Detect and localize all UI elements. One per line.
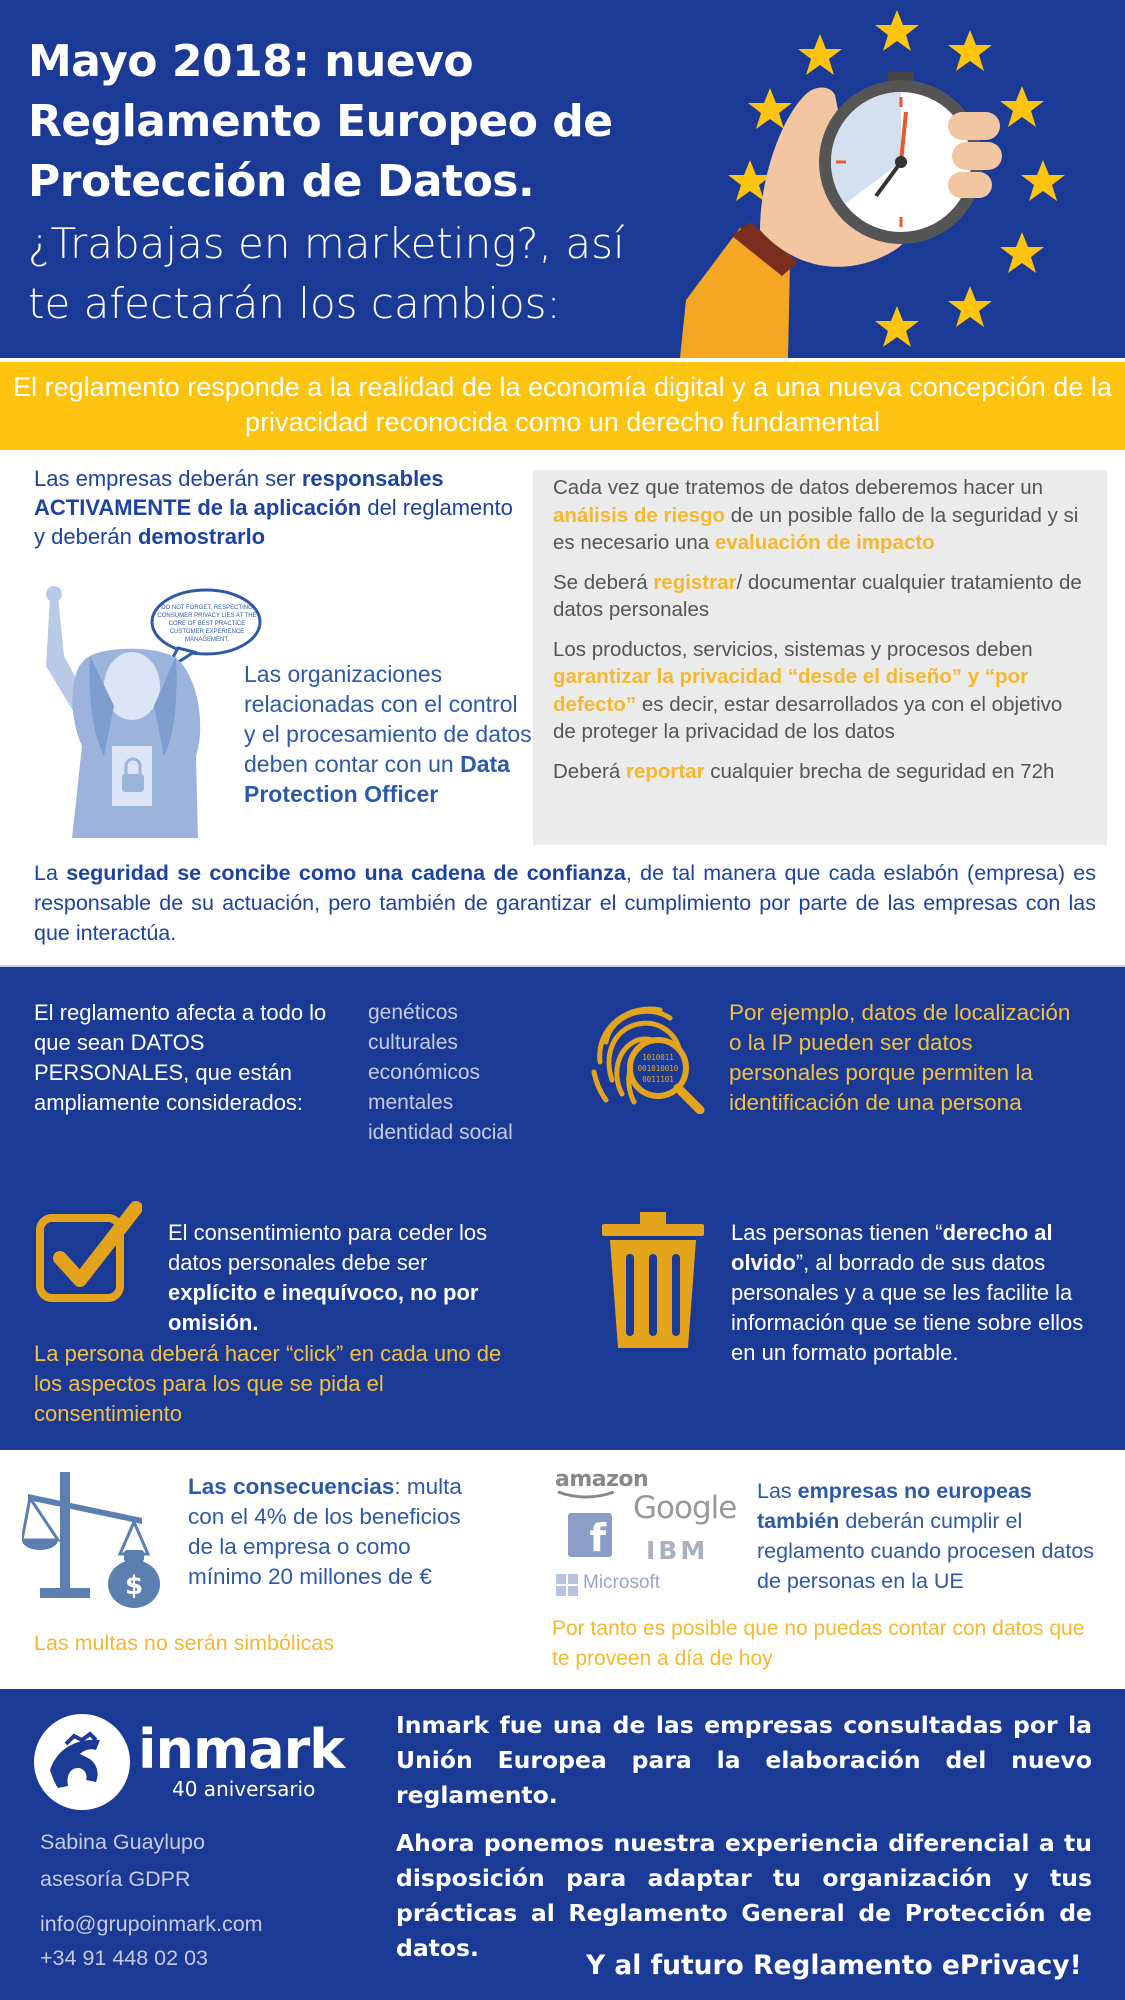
key-message-banner: El reglamento responde a la realidad de la economía digital y a una nueva concepción de la privacidad reconocida como un derecho fundamental xyxy=(0,362,1125,450)
brand-name: inmark xyxy=(138,1718,345,1781)
footer-tagline: Y al futuro Reglamento ePrivacy! xyxy=(586,1950,1082,1981)
list-item: mentales xyxy=(368,1091,454,1114)
microsoft-windows-icon xyxy=(556,1574,578,1596)
amazon-smile-icon xyxy=(556,1490,620,1500)
obligation-report-breach: Deberá reportar cualquier brecha de seguridad en 72h xyxy=(553,759,1055,783)
list-item: genéticos xyxy=(368,1001,458,1024)
obligations-panel xyxy=(533,470,1107,845)
non-eu-note: Por tanto es posible que no puedas contar con datos que te proveen a día de hoy xyxy=(552,1617,1085,1670)
contact-email-link[interactable]: info@grupoinmark.com xyxy=(40,1912,263,1936)
ibm-logo: IBM xyxy=(646,1536,709,1565)
fines-note: Las multas no serán simbólicas xyxy=(34,1631,334,1655)
list-item: culturales xyxy=(368,1031,458,1054)
consent-text: El consentimiento para ceder los datos personales debe ser explícito e inequívoco, no por omisión. xyxy=(168,1220,488,1335)
facebook-logo: f xyxy=(568,1513,612,1557)
brand-anniversary: 40 aniversario xyxy=(172,1777,316,1801)
trash-can-icon xyxy=(596,1210,710,1352)
list-item: económicos xyxy=(368,1061,481,1084)
consent-note: La persona deberá hacer “click” en cada uno de los aspectos para los que se pida el consentimiento xyxy=(34,1341,502,1426)
footer-consulted-text: Inmark fue una de las empresas consultadas por la Unión Europea para la elaboración del nuevo reglamento. xyxy=(396,1711,1092,1809)
consequences-text: Las consecuencias: multa con el 4% de los beneficios de la empresa o como mínimo 20 millones de € xyxy=(188,1474,462,1589)
contact-phone-link[interactable]: +34 91 448 02 03 xyxy=(40,1946,208,1970)
obligation-register: Se deberá registrar/ documentar cualquier tratamiento de datos personales xyxy=(553,570,1082,621)
obligation-risk-analysis: Cada vez que tratemos de datos deberemos hacer un análisis de riesgo de un posible fallo de la seguridad y si es necesario una evaluación de impacto xyxy=(553,476,1079,554)
contact-role: asesoría GDPR xyxy=(40,1867,191,1891)
obligation-privacy-by-design: Los productos, servicios, sistemas y procesos deben garantizar la privacidad “desde el diseño” y “por defecto” es decir, estar desarrollados ya con el objetivo de proteger la privacidad de los datos xyxy=(553,637,1063,743)
svg-text:$: $ xyxy=(124,1571,144,1601)
footer-offer-text: Ahora ponemos nuestra experiencia diferencial a tu disposición para adaptar tu organización y tus prácticas al Reglamento General de Protección de datos. xyxy=(396,1829,1092,1962)
dpo-text: Las organizaciones relacionadas con el control y el procesamiento de datos deben contar con un Data Protection Officer xyxy=(244,661,532,807)
location-ip-example-text: Por ejemplo, datos de localización o la IP pueden ser datos personales porque permiten la identificación de una persona xyxy=(729,1000,1071,1115)
scale-money-icon xyxy=(22,1470,172,1610)
microsoft-logo: Microsoft xyxy=(583,1572,661,1593)
inmark-logo-icon xyxy=(30,1710,134,1814)
header xyxy=(0,0,1125,358)
speech-bubble-text: DO NOT FORGET, RESPECTING CONSUMER PRIVACY LIES AT THE CORE OF BEST PRACTICE CUSTOMER EXPERIENCE MANAGEMENT. xyxy=(157,605,257,643)
amazon-logo: amazon xyxy=(555,1467,649,1492)
stopwatch-eu-stars-illustration xyxy=(670,0,1125,358)
right-to-be-forgotten-text: Las personas tienen “derecho al olvido”, al borrado de sus datos personales y a que se les facilite la información que se tiene sobre ellos en un formato portable. xyxy=(731,1220,1084,1365)
google-logo: Google xyxy=(633,1490,737,1526)
list-item: identidad social xyxy=(368,1121,513,1144)
binary-digits: 1010011 001010010 0011101 xyxy=(637,1053,679,1084)
page-subtitle: ¿Trabajas en marketing?, así te afectarán los cambios: xyxy=(28,219,625,328)
personal-data-text: El reglamento afecta a todo lo que sean DATOS PERSONALES, que están ampliamente considerados: xyxy=(34,1000,327,1115)
chain-of-trust-text: La seguridad se concibe como una cadena de confianza, de tal manera que cada eslabón (empresa) es responsable de su actuación, pero también de garantizar el cumplimiento por parte de las empresas con las que interactúa. xyxy=(34,861,1096,945)
contact-name: Sabina Guaylupo xyxy=(40,1830,205,1854)
page-title: Mayo 2018: nuevo Reglamento Europeo de Protección de Datos. xyxy=(28,36,613,207)
checkbox-check-icon xyxy=(34,1200,142,1312)
data-categories-list xyxy=(368,998,568,1148)
responsibility-text: Las empresas deberán ser responsables ACTIVAMENTE de la aplicación del reglamento y deberán demostrarlo xyxy=(34,466,513,549)
non-eu-companies-text: Las empresas no europeas también deberán cumplir el reglamento cuando procesen datos de personas en la UE xyxy=(757,1479,1095,1593)
